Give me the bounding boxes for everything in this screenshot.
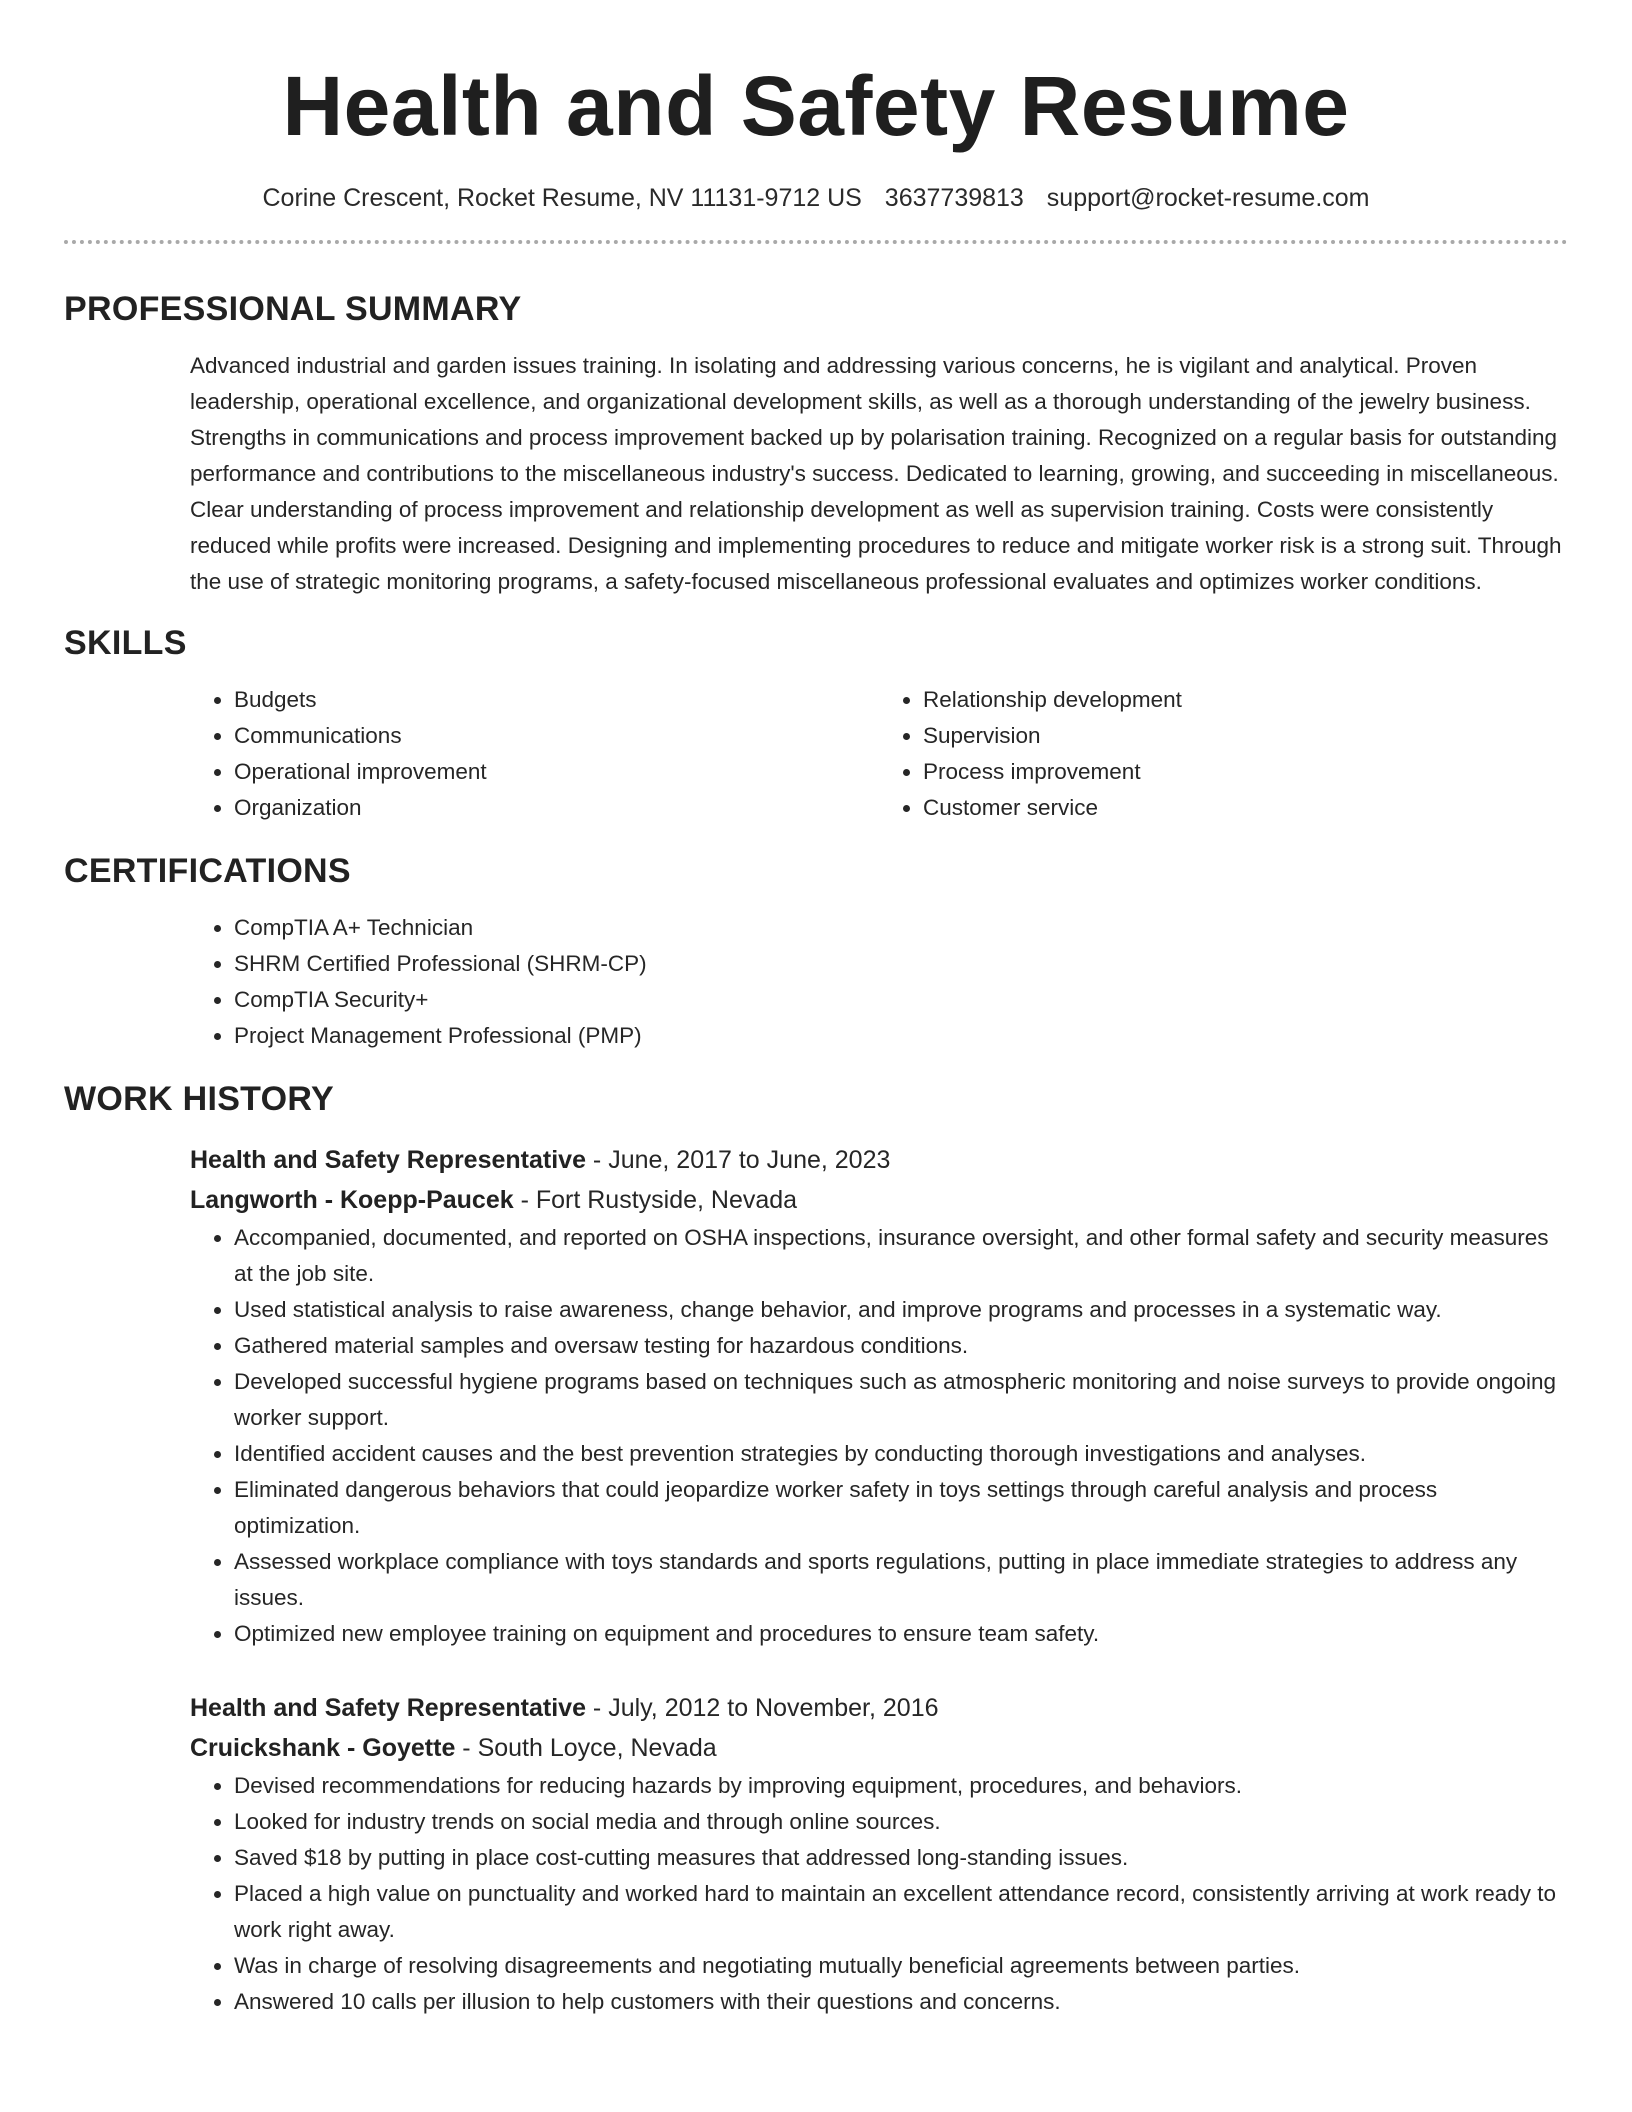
job-bullet: • Gathered material samples and oversaw testing for hazardous conditions. bbox=[234, 1328, 1568, 1364]
job-title-line bbox=[190, 1140, 1568, 1180]
job-title: Health and Safety Representative bbox=[190, 1146, 586, 1174]
skill-item: • Operational improvement bbox=[234, 754, 879, 790]
certification-item: • CompTIA Security+ bbox=[234, 982, 1568, 1018]
contact-address: Corine Crescent, Rocket Resume, NV 11131-9712 US bbox=[262, 184, 862, 212]
job-bullet: • Assessed workplace compliance with toys standards and sports regulations, putting in place immediate strategies to address any issues. bbox=[234, 1544, 1568, 1616]
skill-item: • Relationship development bbox=[923, 682, 1568, 718]
job-bullet: • Developed successful hygiene programs based on techniques such as atmospheric monitoring and noise surveys to provide ongoing worker support. bbox=[234, 1364, 1568, 1436]
skill-item: • Communications bbox=[234, 718, 879, 754]
job-bullets bbox=[190, 1768, 1568, 2020]
job-bullet: • Saved $18 by putting in place cost-cutting measures that addressed long-standing issues. bbox=[234, 1840, 1568, 1876]
job-company-line bbox=[190, 1728, 1568, 1768]
skill-item: • Customer service bbox=[923, 790, 1568, 826]
summary-heading: PROFESSIONAL SUMMARY bbox=[64, 290, 522, 328]
job-dates: - June, 2017 to June, 2023 bbox=[585, 1146, 891, 1174]
job-title: Health and Safety Representative bbox=[190, 1694, 586, 1722]
job-bullet: • Answered 10 calls per illusion to help customers with their questions and concerns. bbox=[234, 1984, 1568, 2020]
certification-item: • CompTIA A+ Technician bbox=[234, 910, 1568, 946]
skill-item: • Process improvement bbox=[923, 754, 1568, 790]
job-company: Langworth - Koepp-Paucek bbox=[190, 1186, 514, 1214]
certifications-list bbox=[190, 910, 1568, 1054]
job-bullet: • Accompanied, documented, and reported on OSHA inspections, insurance oversight, and other formal safety and security measures at the job site. bbox=[234, 1220, 1568, 1292]
summary-text: Advanced industrial and garden issues training. In isolating and addressing various concerns, he is vigilant and analytical. Proven leadership, operational excellence, and organizational development skills, as well as a thorough understanding of the jewelry business. Strengths in communications and process improvement backed up by polarisation training. Recognized on a regular basis for outstanding performance and contributions to the miscellaneous industry's success. Dedicated to learning, growing, and succeeding in miscellaneous. Clear understanding of process improvement and relationship development as well as supervision training. Costs were consistently reduced while profits were increased. Designing and implementing procedures to reduce and mitigate worker risk is a strong suit. Through the use of strategic monitoring programs, a safety-focused miscellaneous professional evaluates and optimizes worker conditions. bbox=[190, 353, 1562, 594]
contact-phone: 3637739813 bbox=[884, 184, 1024, 212]
skill-item: • Supervision bbox=[923, 718, 1568, 754]
skill-item: • Budgets bbox=[234, 682, 879, 718]
job-company-line bbox=[190, 1180, 1568, 1220]
contact-email: support@rocket-resume.com bbox=[1046, 184, 1370, 212]
job-entry bbox=[190, 1140, 1568, 1652]
job-bullet: • Devised recommendations for reducing hazards by improving equipment, procedures, and behaviors. bbox=[234, 1768, 1568, 1804]
job-bullet: • Looked for industry trends on social media and through online sources. bbox=[234, 1804, 1568, 1840]
job-bullets bbox=[190, 1220, 1568, 1652]
job-title-line bbox=[190, 1688, 1568, 1728]
job-bullet: • Identified accident causes and the best prevention strategies by conducting thorough investigations and analyses. bbox=[234, 1436, 1568, 1472]
job-bullet: • Was in charge of resolving disagreements and negotiating mutually beneficial agreements between parties. bbox=[234, 1948, 1568, 1984]
job-bullet: • Placed a high value on punctuality and worked hard to maintain an excellent attendance record, consistently arriving at work ready to work right away. bbox=[234, 1876, 1568, 1948]
work-history-heading: WORK HISTORY bbox=[64, 1080, 334, 1118]
resume-title: Health and Safety Resume bbox=[282, 59, 1350, 153]
job-bullet: • Eliminated dangerous behaviors that could jeopardize worker safety in toys settings through careful analysis and process optimization. bbox=[234, 1472, 1568, 1544]
skills-column-right bbox=[879, 682, 1568, 826]
header-divider bbox=[64, 240, 1568, 244]
job-location: - South Loyce, Nevada bbox=[455, 1734, 717, 1762]
skills-list bbox=[190, 682, 1568, 826]
resume-page bbox=[64, 0, 1568, 2020]
skills-column-left bbox=[190, 682, 879, 826]
job-bullet: • Used statistical analysis to raise awareness, change behavior, and improve programs and processes in a systematic way. bbox=[234, 1292, 1568, 1328]
skill-item: • Organization bbox=[234, 790, 879, 826]
certification-item: • Project Management Professional (PMP) bbox=[234, 1018, 1568, 1054]
contact-line bbox=[64, 182, 1568, 214]
job-location: - Fort Rustyside, Nevada bbox=[513, 1186, 798, 1214]
job-bullet: • Optimized new employee training on equipment and procedures to ensure team safety. bbox=[234, 1616, 1568, 1652]
job-company: Cruickshank - Goyette bbox=[190, 1734, 456, 1762]
certification-item: • SHRM Certified Professional (SHRM-CP) bbox=[234, 946, 1568, 982]
job-dates: - July, 2012 to November, 2016 bbox=[585, 1694, 939, 1722]
job-entry bbox=[190, 1688, 1568, 2020]
skills-heading: SKILLS bbox=[64, 624, 187, 662]
certifications-heading: CERTIFICATIONS bbox=[64, 852, 351, 890]
